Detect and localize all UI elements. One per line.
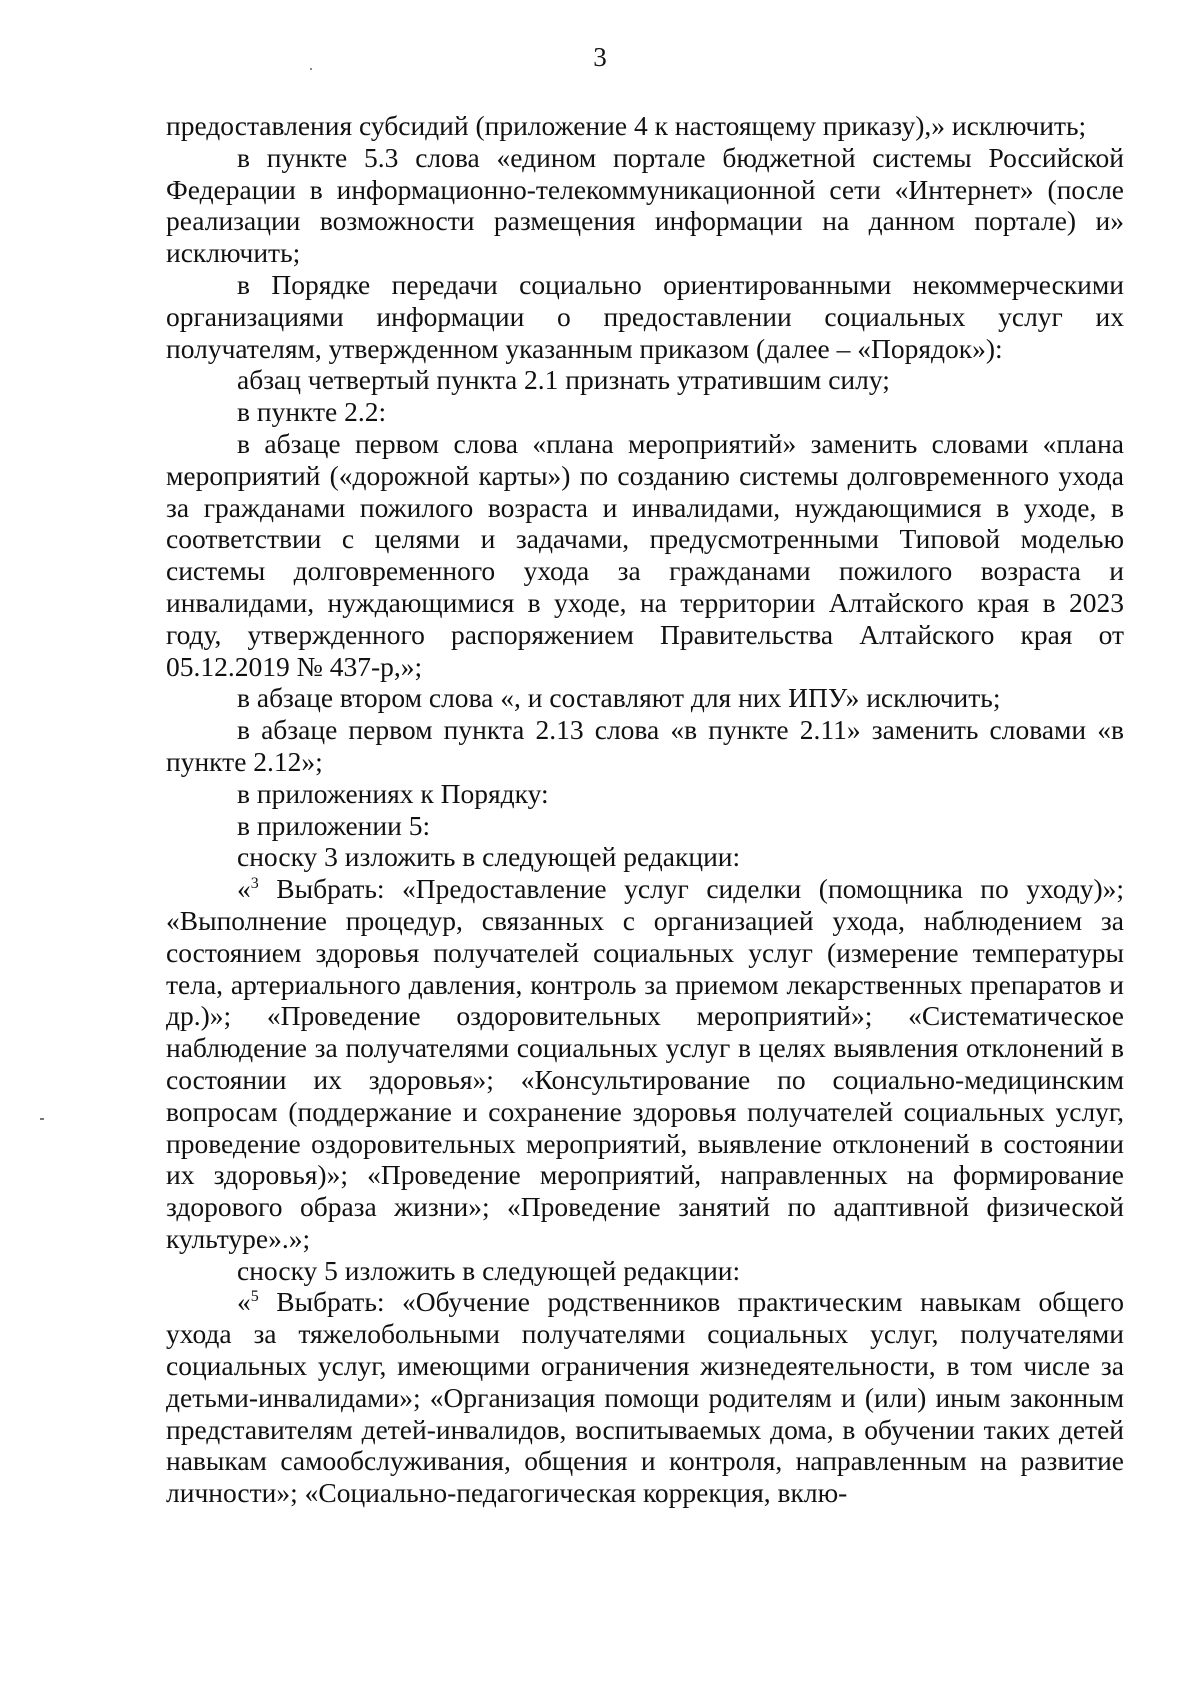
paragraph-8: в абзаце первом пункта 2.13 слова «в пункте 2.11» заменить словами «в пункте 2.12»; xyxy=(166,714,1124,777)
footnote-5-text xyxy=(166,1286,1124,1509)
paragraph-1: предоставления субсидий (приложение 4 к настоящему приказу),» исключить; xyxy=(166,110,1087,141)
paragraph-5: в пункте 2.2: xyxy=(237,396,387,428)
paragraph-7: в абзаце втором слова «, и составляют для них ИПУ» исключить; xyxy=(237,682,1001,714)
paragraph-10: в приложении 5: xyxy=(237,809,431,841)
paragraph-4: абзац четвертый пункта 2.1 признать утратившим силу; xyxy=(237,364,890,396)
footnote-3-body: Выбрать: «Предоставление услуг сиделки (помощника по уходу)»; «Выполнение процедур, связанных с организацией ухода, наблюдением за состоянием здоровья получателей социальных услуг (измерение температуры тела, артериального давления, контроль за приемом лекарственных препаратов и др.)»; «Проведение оздоровительных мероприятий»; «Систематическое наблюдение за получателями социальных услуг в целях выявления отклонений в состоянии их здоровья»; «Консультирование по социально-медицинским вопросам (поддержание и сохранение здоровья получателей социальных услуг, проведение оздоровительных мероприятий, выявление отклонений в состоянии их здоровья)»; «Проведение мероприятий, направленных на формирование здорового образа жизни»; «Проведение занятий по адаптивной физической культуре».»; xyxy=(166,873,1124,1254)
document-body xyxy=(166,110,1124,1509)
page-number: 3 xyxy=(593,42,607,72)
footnote-3-text xyxy=(166,873,1124,1255)
paragraph-13: сноску 5 изложить в следующей редакции: xyxy=(237,1254,741,1286)
paragraph-2: в пункте 5.3 слова «едином портале бюджетной системы Российской Федерации в информационно-телекоммуникационной сети «Интернет» (после реализации возможности размещения информации на данном портале) и» исключить; xyxy=(166,141,1124,269)
footnote-3-marker: 3 xyxy=(250,875,259,893)
footnote-5-body: Выбрать: «Обучение родственников практическим навыкам общего ухода за тяжелобольными получателями социальных услуг, получателями социальных услуг, имеющими ограничения жизнедеятельности, в том числе за детьми-инвалидами»; «Организация помощи родителям и (или) иным законным представителям детей-инвалидов, воспитываемых дома, в обучении таких детей навыкам самообслуживания, общения и контроля, направленным на развитие личности»; «Социально-педагогическая коррекция, вклю- xyxy=(166,1286,1124,1509)
paragraph-9: в приложениях к Порядку: xyxy=(237,777,549,809)
paragraph-11: сноску 3 изложить в следующей редакции: xyxy=(237,841,741,873)
footnote-3-open-quote: « xyxy=(237,873,251,905)
paragraph-3: в Порядке передачи социально ориентированными некоммерческими организациями информации о предоставлении социальных услуг их получателям, утвержденном указанным приказом (далее – «Порядок»): xyxy=(166,268,1124,364)
paragraph-6: в абзаце первом слова «плана мероприятий» заменить словами «плана мероприятий («дорожной карты») по созданию системы долговременного ухода за гражданами пожилого возраста и инвалидами, нуждающимися в уходе, в соответствии с целями и задачами, предусмотренными Типовой моделью системы долговременного ухода за гражданами пожилого возраста и инвалидами, нуждающимися в уходе, на территории Алтайского края в 2023 году, утвержденного распоряжением Правительства Алтайского края от 05.12.2019 № 437-р,»; xyxy=(166,427,1124,682)
footnote-5-marker: 5 xyxy=(250,1288,259,1306)
scan-edge-mark xyxy=(40,1118,44,1120)
footnote-5-open-quote: « xyxy=(237,1286,251,1318)
scan-speck xyxy=(310,68,312,70)
